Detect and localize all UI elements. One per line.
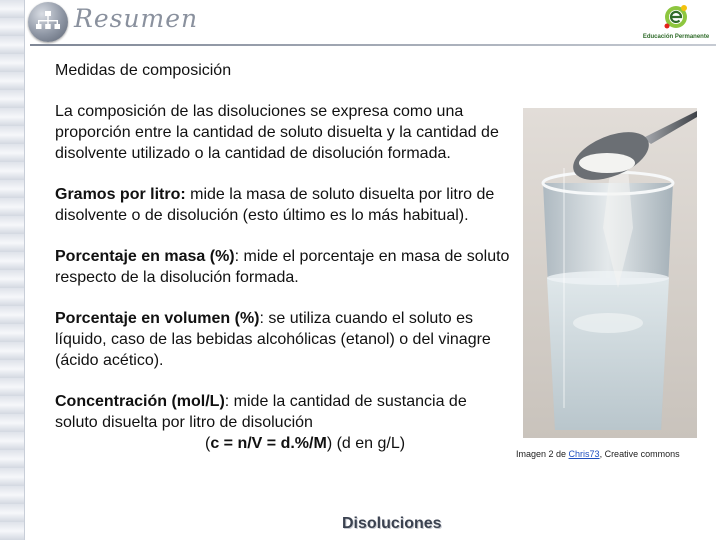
caption-prefix: Imagen 2 de <box>516 449 569 459</box>
left-decorative-border <box>0 0 25 540</box>
logo-text: Educación Permanente <box>642 34 710 40</box>
concentration-paragraph <box>55 391 510 454</box>
section-title: Medidas de composición <box>55 62 232 79</box>
volume-percent-text: : se utiliza cuando el soluto es líquido, caso de las bebidas alcohólicas (etanol) o del vinagre (ácido acético). <box>55 310 491 369</box>
header-title: Resumen <box>74 4 199 33</box>
header-divider <box>30 44 716 46</box>
caption-author-link[interactable]: Chris73 <box>568 449 600 459</box>
concentration-term: Concentración (mol/L) <box>55 393 225 410</box>
educacion-permanente-logo <box>636 2 716 42</box>
caption-suffix: , Creative commons <box>599 449 680 459</box>
intro-paragraph: La composición de las disoluciones se expresa como una proporción entre la cantidad de soluto disuelta y la cantidad de disolvente utilizado o la cantidad de disolución formada. <box>55 103 499 162</box>
sitemap-icon[interactable] <box>28 2 68 42</box>
formula-bold: c = n/V = d.%/M <box>210 435 327 452</box>
gpl-term: Gramos por litro: <box>55 186 186 203</box>
image-caption <box>516 449 716 459</box>
content-area <box>55 60 510 474</box>
gpl-text: mide la masa de soluto disuelta por litro de disolvente o de disolución (esto último es lo más habitual). <box>55 186 495 224</box>
concentration-formula <box>205 435 405 452</box>
volume-percent-paragraph <box>55 308 510 371</box>
gpl-paragraph <box>55 184 510 226</box>
mass-percent-paragraph <box>55 246 510 288</box>
formula-open: ( <box>205 435 211 452</box>
formula-close: ) (d en g/L) <box>326 435 406 452</box>
concentration-text: : mide la cantidad de sustancia de soluto disuelta por litro de disolución <box>55 393 467 431</box>
footer-title: Disoluciones <box>342 515 442 532</box>
glass-spoon-photo <box>523 108 697 438</box>
mass-percent-text: : mide el porcentaje en masa de soluto respecto de la disolución formada. <box>55 248 510 286</box>
volume-percent-term: Porcentaje en volumen (%) <box>55 310 260 327</box>
mass-percent-term: Porcentaje en masa (%) <box>55 248 235 265</box>
